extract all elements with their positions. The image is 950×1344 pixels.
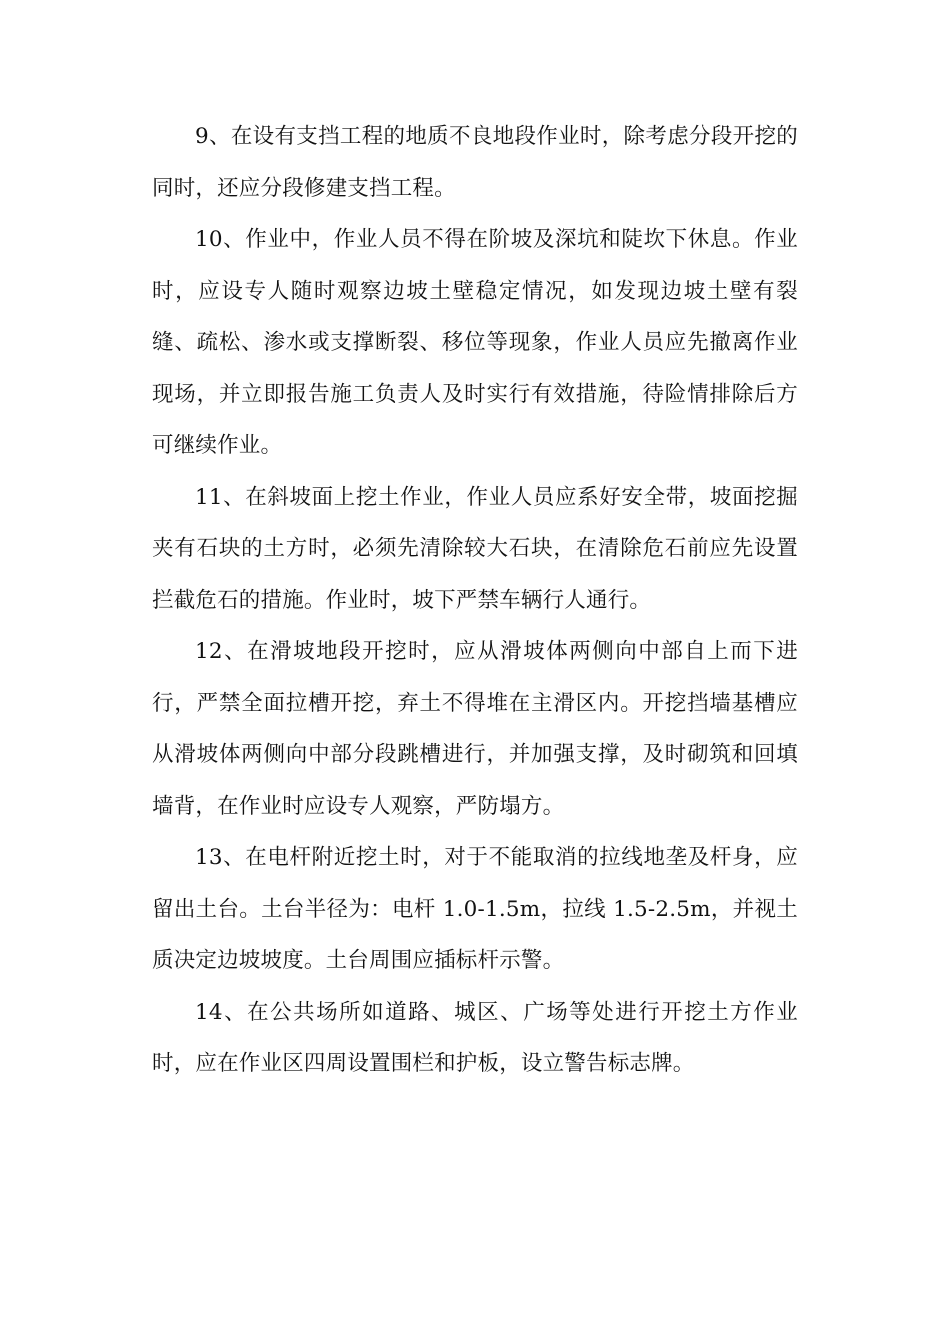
- paragraph-11: 11、在斜坡面上挖土作业，作业人员应系好安全带，坡面挖掘夹有石块的土方时，必须先清除较大石块，在清除危石前应先设置拦截危石的措施。作业时，坡下严禁车辆行人通行。: [152, 484, 798, 613]
- paragraph-14: 14、在公共场所如道路、城区、广场等处进行开挖土方作业时，应在作业区四周设置围栏和护板，设立警告标志牌。: [152, 999, 798, 1076]
- document-body: [152, 111, 798, 1090]
- paragraph-13: 13、在电杆附近挖土时，对于不能取消的拉线地垄及杆身，应留出土台。土台半径为：电杆 1.0-1.5m，拉线 1.5-2.5m，并视土质决定边坡坡度。土台周围应插标杆示警。: [152, 845, 798, 973]
- paragraph-12: 12、在滑坡地段开挖时，应从滑坡体两侧向中部自上而下进行，严禁全面拉槽开挖，弃土不得堆在主滑区内。开挖挡墙基槽应从滑坡体两侧向中部分段跳槽进行，并加强支撑，及时砌筑和回填墙背，在作业时应设专人观察，严防塌方。: [152, 639, 798, 819]
- paragraph-9: 9、在设有支挡工程的地质不良地段作业时，除考虑分段开挖的同时，还应分段修建支挡工程。: [152, 124, 798, 201]
- paragraph-10: 10、作业中，作业人员不得在阶坡及深坑和陡坎下休息。作业时，应设专人随时观察边坡土壁稳定情况，如发现边坡土壁有裂缝、疏松、渗水或支撑断裂、移位等现象，作业人员应先撤离作业现场，并立即报告施工负责人及时实行有效措施，待险情排除后方可继续作业。: [152, 227, 798, 458]
